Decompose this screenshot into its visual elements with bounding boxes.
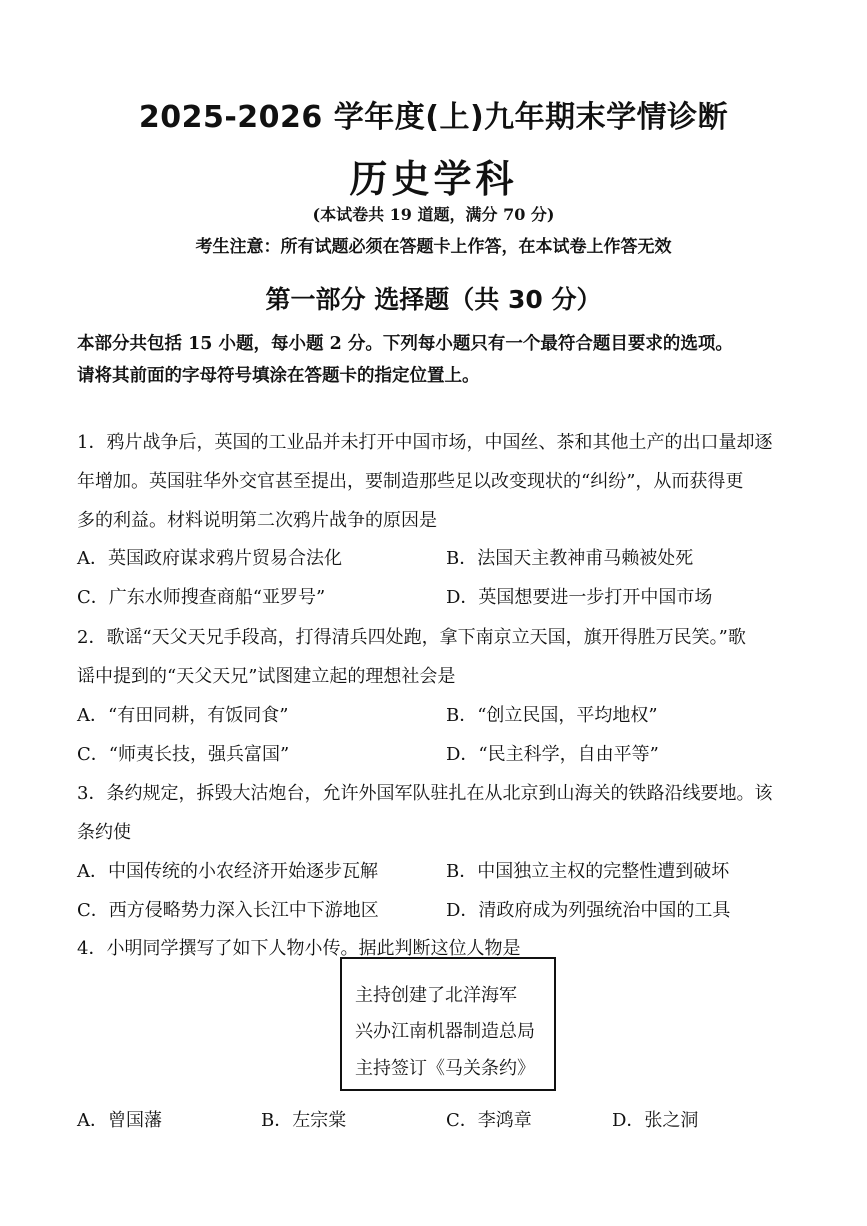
option-c[interactable]: C．“师夷长技，强兵富国”	[77, 744, 290, 765]
paper-note: (本试卷共 19 道题，满分 70 分)	[312, 205, 555, 224]
question-stem-line: 年增加。英国驻华外交官甚至提出，要制造那些足以改变现状的“纠纷”，从而获得更	[77, 471, 744, 492]
question-stem-line: 条约使	[77, 822, 131, 843]
option-a[interactable]: A．中国传统的小农经济开始逐步瓦解	[77, 861, 378, 882]
option-d[interactable]: D．英国想要进一步打开中国市场	[446, 587, 713, 608]
exam-title: 2025-2026 学年度(上)九年期末学情诊断	[138, 100, 729, 135]
option-a[interactable]: A．曾国藩	[77, 1110, 162, 1131]
question-stem-line: 2．歌谣“天父天兄手段高，打得清兵四处跑，拿下南京立天国，旗开得胜万民笑。”歌	[77, 627, 746, 648]
instruction-line: 本部分共包括 15 小题，每小题 2 分。下列每小题只有一个最符合题目要求的选项。	[77, 334, 733, 354]
option-a[interactable]: A．英国政府谋求鸦片贸易合法化	[77, 548, 342, 569]
option-b[interactable]: B．“创立民国，平均地权”	[446, 705, 658, 726]
subject-title: 历史学科	[349, 157, 518, 201]
question-stem-line: 谣中提到的“天父天兄”试图建立起的理想社会是	[77, 666, 456, 687]
candidate-notice: 考生注意：所有试题必须在答题卡上作答，在本试卷上作答无效	[195, 237, 672, 257]
option-c[interactable]: C．广东水师搜查商船“亚罗号”	[77, 587, 326, 608]
biography-line: 主持创建了北洋海军	[355, 985, 517, 1006]
option-b[interactable]: B．法国天主教神甫马赖被处死	[446, 548, 694, 569]
option-d[interactable]: D．张之洞	[612, 1110, 699, 1131]
option-a[interactable]: A．“有田同耕，有饭同食”	[77, 705, 289, 726]
option-c[interactable]: C．西方侵略势力深入长江中下游地区	[77, 900, 379, 921]
question-stem-line: 4．小明同学撰写了如下人物小传。据此判断这位人物是	[77, 938, 521, 959]
option-c[interactable]: C．李鸿章	[446, 1110, 532, 1131]
biography-line: 兴办江南机器制造总局	[355, 1021, 535, 1042]
question-stem-line: 多的利益。材料说明第二次鸦片战争的原因是	[77, 510, 437, 531]
biography-box	[340, 957, 556, 1091]
option-d[interactable]: D．清政府成为列强统治中国的工具	[446, 900, 731, 921]
question-stem-line: 1．鸦片战争后，英国的工业品并未打开中国市场，中国丝、茶和其他土产的出口量却逐	[77, 432, 773, 453]
section-heading: 第一部分 选择题（共 30 分）	[265, 285, 602, 314]
option-b[interactable]: B．中国独立主权的完整性遭到破坏	[446, 861, 730, 882]
biography-line: 主持签订《马关条约》	[355, 1058, 535, 1079]
option-b[interactable]: B．左宗棠	[261, 1110, 347, 1131]
instruction-line: 请将其前面的字母符号填涂在答题卡的指定位置上。	[77, 366, 480, 386]
question-stem-line: 3．条约规定，拆毁大沽炮台，允许外国军队驻扎在从北京到山海关的铁路沿线要地。该	[77, 783, 773, 804]
option-d[interactable]: D．“民主科学，自由平等”	[446, 744, 659, 765]
